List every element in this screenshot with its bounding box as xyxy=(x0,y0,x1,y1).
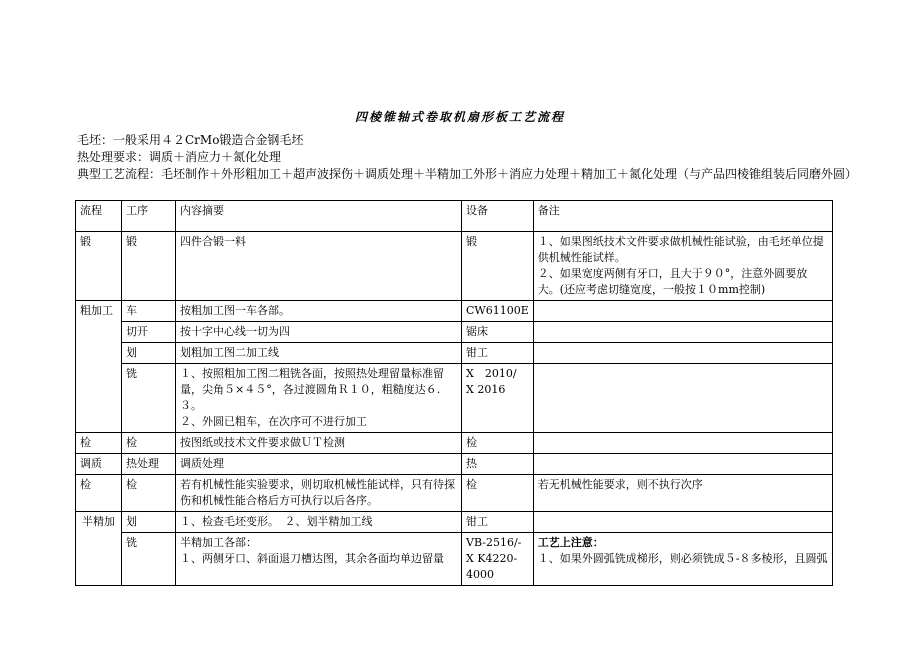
table-row-rough-2 xyxy=(76,322,833,343)
content-line: １、按照粗加工图二粗铣各面，按照热处理留量标准留量，尖角５×４５°，各过渡圆角Ｒ１０，粗糙度达６.３。 xyxy=(180,367,444,412)
table-row-rough-1 xyxy=(76,301,833,322)
cell-note xyxy=(533,512,832,533)
cell-content: １、检查毛坯变形。 ２、划半精加工线 xyxy=(176,512,462,533)
cell-equip: X 2010/ X 2016 xyxy=(462,364,534,433)
cell-note xyxy=(533,533,832,586)
cell-equip: 检 xyxy=(462,475,534,512)
cell-content: 划粗加工图二加工线 xyxy=(176,343,462,364)
cell-op: 划 xyxy=(122,343,176,364)
note-line: ２、如果宽度两侧有牙口，且大于９０°，注意外圆要放大。(还应考虑切缝宽度，一般按１０mm控制) xyxy=(537,267,808,296)
cell-note: 若无机械性能要求，则不执行次序 xyxy=(533,475,832,512)
cell-equip: 钳工 xyxy=(462,343,534,364)
cell-op: 车 xyxy=(122,301,176,322)
table-row-inspect-2 xyxy=(76,475,833,512)
cell-flow: 检 xyxy=(76,433,122,454)
cell-equip: VB-2516/-X K4220-4000 xyxy=(462,533,534,586)
note-line: １、如果图纸技术文件要求做机械性能试验，由毛坯单位提供机械性能试样。 xyxy=(537,235,824,264)
cell-content: 若有机械性能实验要求，则切取机械性能试样，只有待探伤和机械性能合格后方可执行以后各序。 xyxy=(176,475,462,512)
cell-flow: 检 xyxy=(76,475,122,512)
table-row-semi-1 xyxy=(76,512,833,533)
cell-equip: 热 xyxy=(462,454,534,475)
table-row-forge xyxy=(76,232,833,301)
cell-op: 划 xyxy=(122,512,176,533)
cell-note xyxy=(533,343,832,364)
cell-content: 四件合锻一料 xyxy=(176,232,462,301)
header-section xyxy=(77,132,858,183)
heat-treatment-line: 热处理要求：调质＋消应力＋氮化处理 xyxy=(77,150,282,164)
cell-flow: 调质 xyxy=(76,454,122,475)
process-table xyxy=(75,200,833,586)
header-operation: 工序 xyxy=(122,201,176,232)
cell-op: 铣 xyxy=(122,533,176,586)
cell-note xyxy=(533,454,832,475)
cell-flow: 锻 xyxy=(76,232,122,301)
cell-op: 锻 xyxy=(122,232,176,301)
cell-content: 按十字中心线一切为四 xyxy=(176,322,462,343)
table-header-row xyxy=(76,201,833,232)
header-content: 内容摘要 xyxy=(176,201,462,232)
cell-op: 检 xyxy=(122,475,176,512)
note-heading: 工艺上注意： xyxy=(537,536,604,549)
cell-op: 热处理 xyxy=(122,454,176,475)
cell-note xyxy=(533,433,832,454)
note-line: １、如果外圆弧铣成梯形，则必须铣成５-８多棱形，且圆弧 xyxy=(537,552,828,565)
cell-content: 按图纸或技术文件要求做ＵＴ检测 xyxy=(176,433,462,454)
cell-content xyxy=(176,533,462,586)
cell-op: 铣 xyxy=(122,364,176,433)
table-row-semi-2 xyxy=(76,533,833,586)
cell-op: 检 xyxy=(122,433,176,454)
cell-content: 调质处理 xyxy=(176,454,462,475)
content-line: 半精加工各部： xyxy=(180,536,257,549)
cell-note xyxy=(533,322,832,343)
table-row-rough-4 xyxy=(76,364,833,433)
header-notes: 备注 xyxy=(533,201,832,232)
cell-note xyxy=(533,232,832,301)
cell-content: 按粗加工图一车各部。 xyxy=(176,301,462,322)
typical-process-line: 典型工艺流程：毛坯制作＋外形粗加工＋超声波探伤＋调质处理＋半精加工外形＋消应力处理＋精加工＋氮化处理（与产品四棱锥组装后同磨外圆） xyxy=(77,167,858,181)
blank-material-line: 毛坯：一般采用４２CrMo锻造合金钢毛坯 xyxy=(77,133,304,147)
content-line: １、两侧牙口、斜面退刀槽达图，其余各面均单边留量 xyxy=(180,552,444,565)
cell-equip: 钳工 xyxy=(462,512,534,533)
cell-content xyxy=(176,364,462,433)
table-row-rough-3 xyxy=(76,343,833,364)
cell-note xyxy=(533,301,832,322)
cell-op: 切开 xyxy=(122,322,176,343)
cell-equip: 锯床 xyxy=(462,322,534,343)
cell-equip: CW61100E xyxy=(462,301,534,322)
cell-flow-rough: 粗加工 xyxy=(76,301,122,433)
header-flow: 流程 xyxy=(76,201,122,232)
cell-equip: 检 xyxy=(462,433,534,454)
cell-equip: 锻 xyxy=(462,232,534,301)
document-title: 四棱锥轴式卷取机扇形板工艺流程 xyxy=(354,110,565,124)
table-row-quench xyxy=(76,454,833,475)
table-row-inspect xyxy=(76,433,833,454)
header-equipment: 设备 xyxy=(462,201,534,232)
cell-note xyxy=(533,364,832,433)
cell-flow-semi: 半精加 xyxy=(76,512,122,586)
content-line: ２、外圆已粗车，在次序可不进行加工 xyxy=(180,415,367,428)
